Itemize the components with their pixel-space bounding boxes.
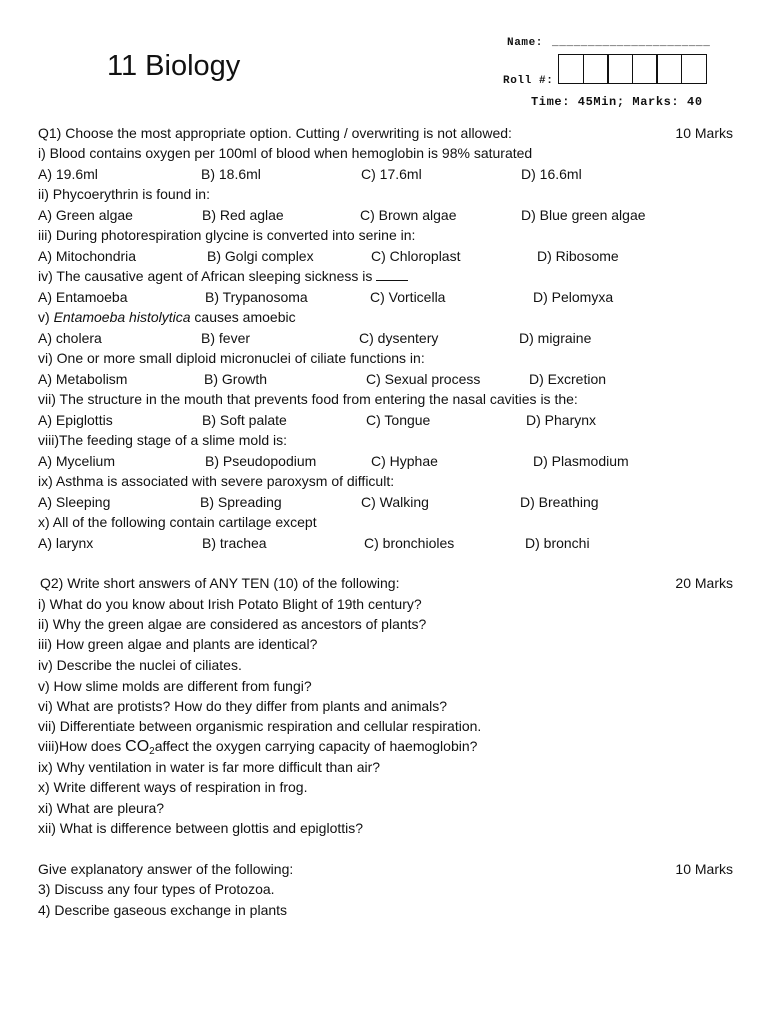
short-question <box>38 596 422 613</box>
co2-main: CO <box>125 738 150 755</box>
option-a: A) larynx <box>38 535 94 551</box>
option-d: D) migraine <box>519 330 592 346</box>
option-b: B) Trypanosoma <box>205 289 308 305</box>
question-text: ii) Why the green algae are considered as ancestors of plants? <box>38 616 427 632</box>
option-c: C) Hyphae <box>371 453 438 469</box>
q1-marks: 10 Marks <box>675 125 733 141</box>
roll-box <box>558 54 584 84</box>
question-text: i) What do you know about Irish Potato Blight of 19th century? <box>38 596 422 612</box>
question-text: vii) The structure in the mouth that prevents food from entering the nasal cavities is the: <box>38 391 578 407</box>
name-label: Name: <box>507 37 544 49</box>
option-d: D) Pharynx <box>526 412 597 428</box>
co2-formula <box>125 738 155 755</box>
option-b: B) Pseudopodium <box>205 453 317 469</box>
question-text: xii) What is difference between glottis and epiglottis? <box>38 820 364 836</box>
exam-title: 11 Biology <box>107 50 241 82</box>
roll-box <box>632 54 658 84</box>
option-d: D) Plasmodium <box>533 453 629 469</box>
q3-heading: Give explanatory answer of the following: <box>38 861 294 877</box>
roll-box <box>607 54 633 84</box>
co2-subscript: 2 <box>149 746 155 757</box>
question-text: iii) During photorespiration glycine is converted into serine in: <box>38 227 416 243</box>
question-text: vi) One or more small diploid micronuclei of ciliate functions in: <box>38 350 425 366</box>
option-a: A) Mycelium <box>38 453 116 469</box>
question-text: iv) The causative agent of African sleeping sickness is <box>38 268 408 285</box>
option-b: B) fever <box>201 330 251 346</box>
long-question: 3) Discuss any four types of Protozoa. <box>38 881 275 897</box>
option-d: D) Pelomyxa <box>533 289 614 305</box>
option-c: C) Tongue <box>366 412 431 428</box>
question-text: vii) Differentiate between organismic respiration and cellular respiration. <box>38 718 482 734</box>
option-d: D) Breathing <box>520 494 599 510</box>
long-question: 4) Describe gaseous exchange in plants <box>38 902 288 918</box>
name-field-line: ______________________ <box>552 37 711 49</box>
short-question <box>38 718 481 735</box>
option-a: A) Metabolism <box>38 371 128 387</box>
short-question <box>38 800 164 817</box>
question-text: ix) Asthma is associated with severe paroxysm of difficult: <box>38 473 395 489</box>
q2-heading: Q2) Write short answers of ANY TEN (10) of the following: <box>40 575 400 591</box>
roll-box <box>656 54 682 84</box>
short-question <box>38 657 242 674</box>
answer-blank <box>376 268 408 281</box>
option-c: C) 17.6ml <box>361 166 422 182</box>
question-number: v) <box>38 309 54 325</box>
question-text: viii)The feeding stage of a slime mold is: <box>38 432 287 448</box>
question-text: i) Blood contains oxygen per 100ml of blood when hemoglobin is 98% saturated <box>38 145 533 161</box>
option-c: C) dysentery <box>359 330 439 346</box>
short-question <box>38 678 312 695</box>
organism-name: Entamoeba histolytica <box>53 309 191 325</box>
question-suffix: causes amoebic <box>190 309 296 325</box>
option-a: A) Green algae <box>38 207 133 223</box>
option-b: B) Red aglae <box>202 207 284 223</box>
option-a: A) Epiglottis <box>38 412 113 428</box>
question-text: x) All of the following contain cartilage except <box>38 514 317 530</box>
option-d: D) Blue green algae <box>521 207 646 223</box>
option-a: A) 19.6ml <box>38 166 98 182</box>
option-b: B) 18.6ml <box>201 166 261 182</box>
option-c: C) Chloroplast <box>371 248 461 264</box>
option-c: C) Brown algae <box>360 207 457 223</box>
option-a: A) Sleeping <box>38 494 111 510</box>
option-c: C) Sexual process <box>366 371 481 387</box>
option-d: D) 16.6ml <box>521 166 582 182</box>
question-suffix: affect the oxygen carrying capacity of haemoglobin? <box>154 738 478 754</box>
option-b: B) Soft palate <box>202 412 287 428</box>
question-text: v) How slime molds are different from fungi? <box>38 678 312 694</box>
roll-number-label: Roll #: <box>503 75 554 87</box>
option-c: C) Walking <box>361 494 429 510</box>
question-text: ix) Why ventilation in water is far more difficult than air? <box>38 759 381 775</box>
option-a: A) cholera <box>38 330 102 346</box>
roll-number-boxes <box>558 54 707 84</box>
q1-heading: Q1) Choose the most appropriate option. Cutting / overwriting is not allowed: <box>38 125 512 141</box>
option-a: A) Entamoeba <box>38 289 128 305</box>
short-question <box>38 616 426 633</box>
short-question <box>38 738 477 760</box>
short-question <box>38 779 307 796</box>
question-text: iii) How green algae and plants are identical? <box>38 636 318 652</box>
short-question <box>38 698 447 715</box>
short-question <box>38 820 363 837</box>
option-d: D) Ribosome <box>537 248 619 264</box>
short-question <box>38 759 380 776</box>
option-d: D) bronchi <box>525 535 590 551</box>
q2-marks: 20 Marks <box>675 575 733 591</box>
option-d: D) Excretion <box>529 371 607 387</box>
option-b: B) Growth <box>204 371 268 387</box>
time-and-marks: Time: 45Min; Marks: 40 <box>531 95 703 109</box>
question-text: iv) Describe the nuclei of ciliates. <box>38 657 242 673</box>
question-text: viii)How does <box>38 738 122 754</box>
question-text: xi) What are pleura? <box>38 800 165 816</box>
short-question <box>38 636 317 653</box>
option-c: C) bronchioles <box>364 535 455 551</box>
option-a: A) Mitochondria <box>38 248 137 264</box>
option-b: B) trachea <box>202 535 267 551</box>
question-text: x) Write different ways of respiration in frog. <box>38 779 308 795</box>
question-text: vi) What are protists? How do they differ from plants and animals? <box>38 698 448 714</box>
roll-box <box>681 54 707 84</box>
q3-marks: 10 Marks <box>675 861 733 877</box>
question-text <box>38 309 296 326</box>
roll-box <box>583 54 609 84</box>
option-c: C) Vorticella <box>370 289 446 305</box>
option-b: B) Golgi complex <box>207 248 314 264</box>
option-b: B) Spreading <box>200 494 282 510</box>
question-text: ii) Phycoerythrin is found in: <box>38 186 210 202</box>
